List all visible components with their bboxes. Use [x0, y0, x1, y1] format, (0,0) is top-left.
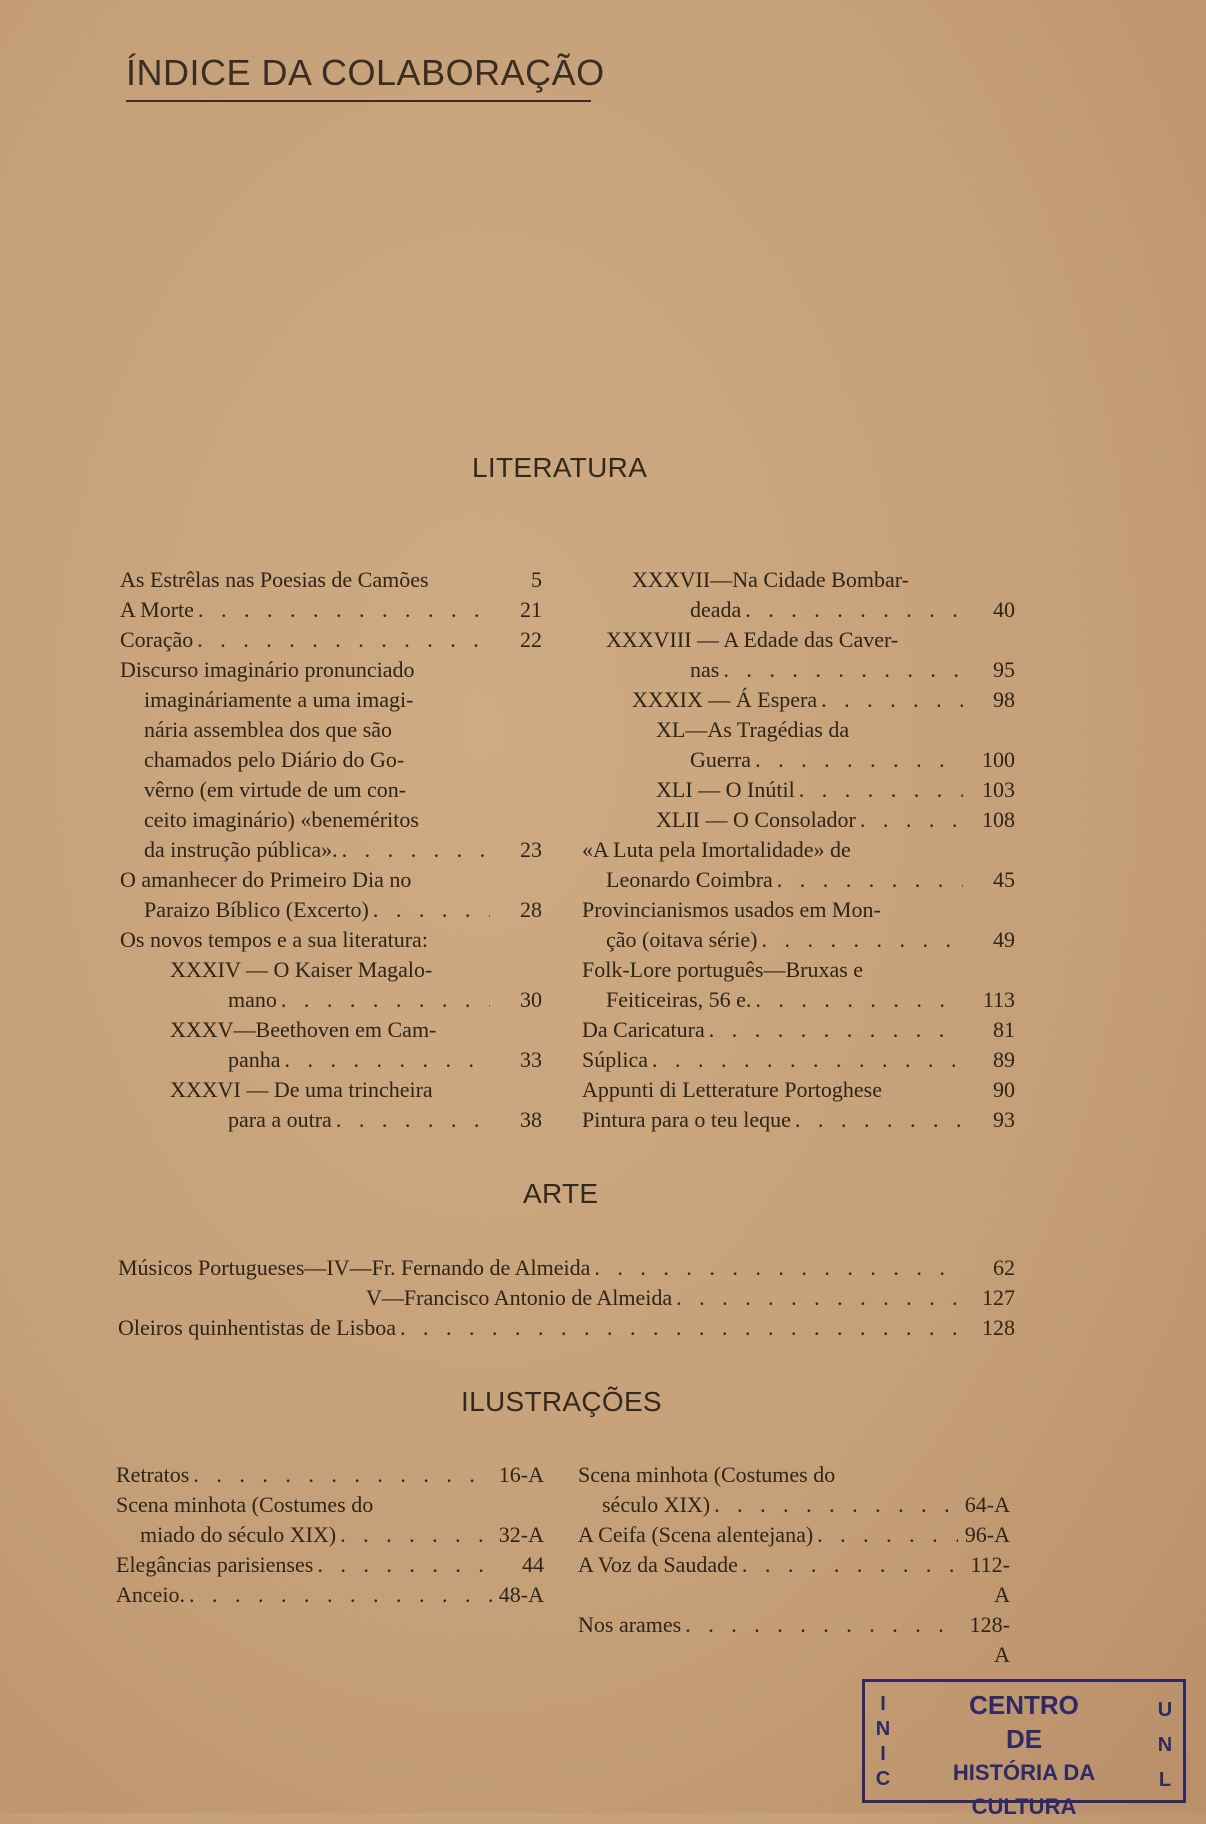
- entry-title: A Ceifa (Scena alentejana): [578, 1522, 814, 1547]
- index-entry: [120, 715, 542, 745]
- index-entry: [582, 595, 1015, 625]
- page-number: 89: [993, 1047, 1015, 1072]
- entry-title: Anceio.: [116, 1582, 186, 1607]
- section-heading-ilustracoes: ILUSTRAÇÕES: [461, 1386, 662, 1417]
- page-number: 62: [993, 1255, 1015, 1280]
- index-entry: [582, 1075, 1015, 1105]
- stamp-letter: C: [875, 1768, 891, 1790]
- entry-title: XXXV—Beethoven em Cam-: [170, 1017, 437, 1042]
- entry-title: Nos arames: [578, 1612, 682, 1637]
- stamp-right-letters: [1155, 1692, 1175, 1793]
- arte-list: [118, 1253, 1015, 1343]
- section-heading-arte: ARTE: [523, 1178, 599, 1209]
- page-number: 49: [993, 927, 1015, 952]
- page-number: 113: [982, 987, 1015, 1012]
- entry-title: A Voz da Saudade: [578, 1552, 738, 1577]
- dot-leader: [681, 1610, 958, 1640]
- index-entry: [120, 775, 542, 805]
- dot-leader: [856, 805, 963, 835]
- index-entry: [582, 1015, 1015, 1045]
- page-number: 32-A: [498, 1522, 544, 1547]
- index-entry: [116, 1460, 544, 1490]
- index-entry: [120, 985, 542, 1015]
- page-number: 100: [982, 747, 1015, 772]
- entry-title: século XIX): [602, 1492, 711, 1517]
- dot-leader: [751, 745, 963, 775]
- index-entry: [582, 715, 1015, 745]
- entry-title: As Estrêlas nas Poesias de Camões: [120, 567, 429, 592]
- entry-title: Discurso imaginário pronunciado: [120, 657, 415, 682]
- entry-title: XXXVII—Na Cidade Bombar-: [632, 567, 909, 592]
- entry-title: Músicos Portugueses—IV—Fr. Fernando de Almeida: [118, 1255, 591, 1280]
- page-number: 108: [982, 807, 1015, 832]
- index-entry: [120, 805, 542, 835]
- entry-title: Feiticeiras, 56 e.: [606, 987, 752, 1012]
- stamp-letter: L: [1158, 1769, 1172, 1791]
- entry-title: mano: [228, 987, 277, 1012]
- page-number: 22: [520, 627, 542, 652]
- index-entry: [120, 595, 542, 625]
- page-number: 90: [993, 1077, 1015, 1102]
- entry-title: vêrno (em virtude de um con-: [144, 777, 407, 802]
- index-entry: [582, 895, 1015, 925]
- index-entry: [116, 1550, 544, 1580]
- entry-title: Elegâncias parisienses: [116, 1552, 314, 1577]
- stamp-letter: N: [875, 1718, 891, 1740]
- stamp-line: HISTÓRIA DA CULTURA: [952, 1760, 1096, 1819]
- page-number: 127: [982, 1285, 1015, 1310]
- dot-leader: [773, 865, 963, 895]
- index-entry: [582, 775, 1015, 805]
- page-number: 95: [993, 657, 1015, 682]
- library-stamp: [862, 1679, 1186, 1819]
- dot-leader: [338, 835, 490, 865]
- stamp-letter: I: [880, 1743, 886, 1765]
- index-entry: [582, 745, 1015, 775]
- entry-title: Pintura para o teu leque: [582, 1107, 791, 1132]
- page-number: 81: [993, 1017, 1015, 1042]
- literatura-right-column: [582, 565, 1015, 1135]
- ilustracoes-right-column: [578, 1460, 1010, 1670]
- index-entry: [582, 955, 1015, 985]
- section-heading-literatura: LITERATURA: [472, 452, 648, 483]
- page-number: 5: [531, 567, 542, 592]
- dot-leader: [336, 1520, 492, 1550]
- index-entry: [116, 1490, 544, 1520]
- entry-title: XXXIV — O Kaiser Magalo-: [170, 957, 433, 982]
- entry-title: Paraizo Bíblico (Excerto): [144, 897, 369, 922]
- index-entry: [116, 1580, 544, 1610]
- index-entry: [578, 1520, 1010, 1550]
- dot-leader: [705, 1015, 963, 1045]
- dot-leader: [719, 655, 963, 685]
- index-entry: [120, 1105, 542, 1135]
- page-number: 96-A: [964, 1522, 1010, 1547]
- index-entry: [120, 835, 542, 865]
- entry-title: Provincianismos usados em Mon-: [582, 897, 881, 922]
- dot-leader: [791, 1105, 963, 1135]
- dot-leader: [751, 985, 963, 1015]
- entry-title: V—Francisco Antonio de Almeida: [366, 1285, 673, 1310]
- stamp-text: [905, 1688, 1143, 1824]
- index-entry: [120, 895, 542, 925]
- stamp-line: CENTRO: [969, 1690, 1079, 1720]
- entry-title: Folk-Lore português—Bruxas e: [582, 957, 864, 982]
- entry-title: Oleiros quinhentistas de Lisboa: [118, 1315, 397, 1340]
- index-entry: [578, 1610, 1010, 1670]
- index-entry: [582, 685, 1015, 715]
- dot-leader: [281, 1045, 490, 1075]
- dot-leader: [369, 895, 490, 925]
- index-entry: [118, 1313, 1015, 1343]
- dot-leader: [672, 1283, 963, 1313]
- dot-leader: [648, 1045, 963, 1075]
- dot-leader: [185, 1580, 492, 1610]
- entry-title: A Morte: [120, 597, 194, 622]
- entry-title: deada: [690, 597, 742, 622]
- index-entry: [582, 565, 1015, 595]
- ilustracoes-left-column: [116, 1460, 544, 1610]
- stamp-letter: N: [1157, 1734, 1173, 1756]
- dot-leader: [817, 685, 963, 715]
- entry-title: XXXVI — De uma trincheira: [170, 1077, 433, 1102]
- page-number: 93: [993, 1107, 1015, 1132]
- page-number: 128-A: [969, 1612, 1010, 1667]
- index-entry: [582, 1105, 1015, 1135]
- dot-leader: [757, 925, 963, 955]
- page-number: 98: [993, 687, 1015, 712]
- literatura-left-column: [120, 565, 542, 1135]
- index-entry: [578, 1460, 1010, 1490]
- entry-title: chamados pelo Diário do Go-: [144, 747, 405, 772]
- stamp-left-letters: [873, 1692, 893, 1792]
- dot-leader: [795, 775, 963, 805]
- index-entry: [582, 835, 1015, 865]
- index-entry: [578, 1550, 1010, 1610]
- dot-leader: [590, 1253, 963, 1283]
- entry-title: XXXVIII — A Edade das Caver-: [606, 627, 899, 652]
- dot-leader: [189, 1460, 492, 1490]
- entry-title: Scena minhota (Costumes do: [116, 1492, 374, 1517]
- index-entry: [118, 1283, 1015, 1313]
- index-entry: [120, 1045, 542, 1075]
- entry-title: Retratos: [116, 1462, 190, 1487]
- index-entry: [120, 955, 542, 985]
- page-number: 44: [522, 1552, 544, 1577]
- dot-leader: [813, 1520, 958, 1550]
- stamp-line: DE: [1005, 1724, 1043, 1754]
- index-entry: [582, 985, 1015, 1015]
- entry-title: Os novos tempos e a sua literatura:: [120, 927, 428, 952]
- dot-leader: [277, 985, 490, 1015]
- stamp-letter: U: [1157, 1699, 1173, 1721]
- entry-title: Appunti di Letterature Portoghese: [582, 1077, 882, 1102]
- index-entry: [120, 1075, 542, 1105]
- entry-title: Coração: [120, 627, 194, 652]
- page-number: 33: [520, 1047, 542, 1072]
- index-entry: [120, 565, 542, 595]
- dot-leader: [332, 1105, 490, 1135]
- entry-title: XL—As Tragédias da: [656, 717, 850, 742]
- dot-leader: [710, 1490, 958, 1520]
- entry-title: XLI — O Inútil: [656, 777, 795, 802]
- page-number: 40: [993, 597, 1015, 622]
- dot-leader: [396, 1313, 963, 1343]
- page-number: 30: [520, 987, 542, 1012]
- stamp-letter: I: [880, 1693, 886, 1715]
- dot-leader: [738, 1550, 958, 1580]
- index-entry: [582, 655, 1015, 685]
- index-entry: [582, 625, 1015, 655]
- page-title: ÍNDICE DA COLABORAÇÃO: [126, 52, 591, 102]
- page-number: 45: [993, 867, 1015, 892]
- index-entry: [578, 1490, 1010, 1520]
- index-entry: [582, 805, 1015, 835]
- index-entry: [120, 865, 542, 895]
- index-entry: [120, 655, 542, 685]
- entry-title: nária assemblea dos que são: [144, 717, 393, 742]
- index-entry: [120, 685, 542, 715]
- index-entry: [116, 1520, 544, 1550]
- entry-title: Da Caricatura: [582, 1017, 705, 1042]
- page-number: 21: [520, 597, 542, 622]
- entry-title: Súplica: [582, 1047, 648, 1072]
- page-number: 103: [982, 777, 1015, 802]
- page-number: 16-A: [498, 1462, 544, 1487]
- entry-title: «A Luta pela Imortalidade» de: [582, 837, 851, 862]
- entry-title: Leonardo Coimbra: [606, 867, 773, 892]
- entry-title: ção (oitava série): [606, 927, 758, 952]
- page-number: 64-A: [964, 1492, 1010, 1517]
- index-entry: [582, 1045, 1015, 1075]
- entry-title: imagináriamente a uma imagi-: [144, 687, 414, 712]
- page-number: 28: [520, 897, 542, 922]
- index-entry: [120, 1015, 542, 1045]
- dot-leader: [193, 625, 490, 655]
- entry-title: Scena minhota (Costumes do: [578, 1462, 836, 1487]
- dot-leader: [194, 595, 490, 625]
- index-entry: [120, 925, 542, 955]
- entry-title: miado do século XIX): [140, 1522, 337, 1547]
- index-entry: [118, 1253, 1015, 1283]
- page-number: 112-A: [970, 1552, 1010, 1607]
- entry-title: para a outra: [228, 1107, 332, 1132]
- page-number: 48-A: [498, 1582, 544, 1607]
- page-number: 128: [982, 1315, 1015, 1340]
- entry-title: ceito imaginário) «beneméritos: [144, 807, 419, 832]
- entry-title: XLII — O Consolador: [656, 807, 856, 832]
- index-entry: [582, 925, 1015, 955]
- entry-title: O amanhecer do Primeiro Dia no: [120, 867, 412, 892]
- dot-leader: [313, 1550, 492, 1580]
- index-entry: [582, 865, 1015, 895]
- entry-title: XXXIX — Á Espera: [632, 687, 818, 712]
- page-number: 38: [520, 1107, 542, 1132]
- page-number: 23: [520, 837, 542, 862]
- entry-title: nas: [690, 657, 720, 682]
- entry-title: panha: [228, 1047, 281, 1072]
- entry-title: Guerra: [690, 747, 752, 772]
- dot-leader: [741, 595, 963, 625]
- entry-title: da instrução pública».: [144, 837, 338, 862]
- index-entry: [120, 745, 542, 775]
- index-entry: [120, 625, 542, 655]
